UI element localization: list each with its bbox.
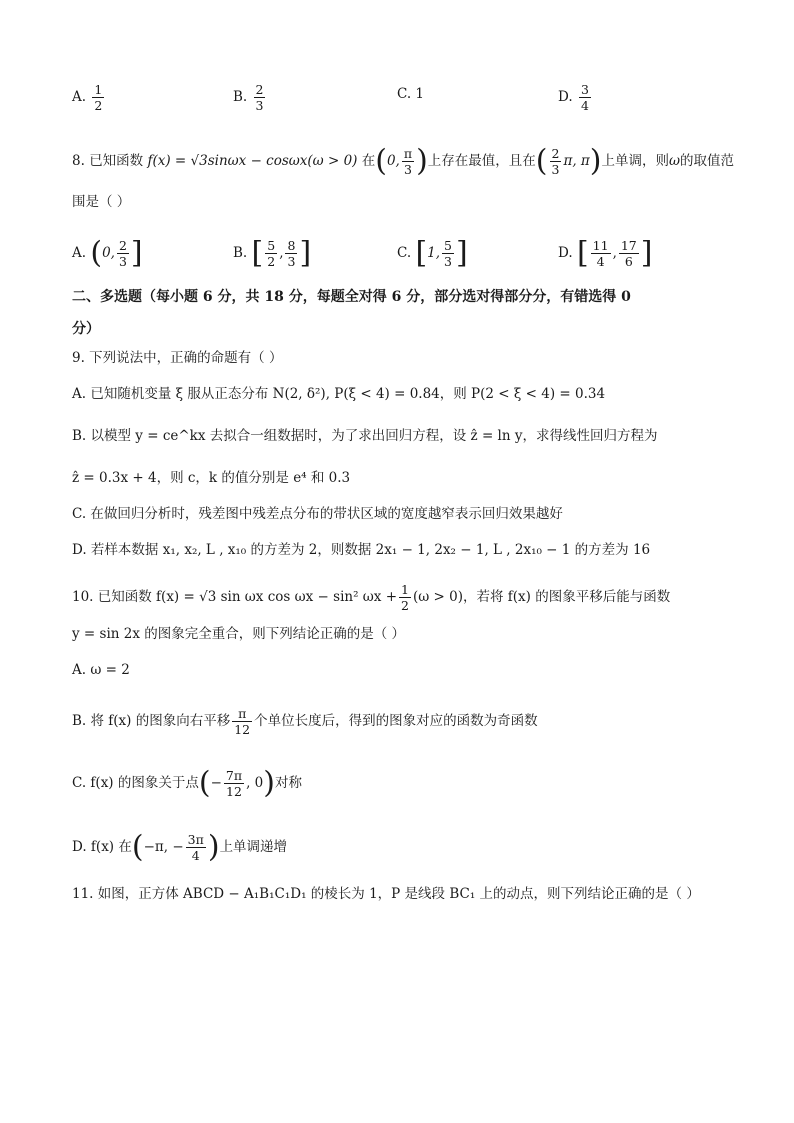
formula: 1, (427, 245, 441, 261)
fraction (92, 82, 104, 113)
paren-left: ( (131, 829, 144, 865)
denominator: 4 (580, 98, 589, 113)
section-heading: 二、多选题（每小题 6 分，共 18 分，每题全对得 6 分，部分选对得部分分，有错选得 0 (72, 289, 631, 305)
q7-option-a (72, 82, 106, 113)
omega-symbol: ω (669, 153, 681, 169)
text: 对称 (274, 775, 302, 791)
numerator: 7π (225, 768, 243, 783)
fraction (265, 238, 277, 269)
fraction (442, 238, 454, 269)
text: 已知函数 (89, 153, 144, 169)
fraction (285, 238, 297, 269)
paren-right: ) (207, 829, 220, 865)
fraction (232, 706, 252, 737)
text: C. f(x) 的图象关于点 (72, 775, 199, 791)
bracket-left: [ (415, 235, 428, 271)
q9-option-c: C. 在做回归分析时，残差图中残差点分布的带状区域的宽度越窄表示回归效果越好 (72, 506, 563, 522)
option-label: A. (72, 245, 87, 261)
denominator: 2 (94, 98, 103, 113)
numerator: 5 (444, 238, 452, 253)
numerator: π (403, 146, 413, 161)
question-number: 8. (72, 153, 85, 169)
text: D. f(x) 在 (72, 839, 132, 855)
fraction (117, 238, 129, 269)
paren-left: ( (198, 765, 211, 801)
fraction (591, 238, 611, 269)
text: 10. 已知函数 f(x) = √3 sin ωx cos ωx − sin² ωx + (72, 589, 398, 605)
q10-option-a: A. ω = 2 (72, 662, 130, 678)
fraction (550, 146, 562, 177)
q7-option-b (233, 82, 267, 113)
q8-option-a (72, 235, 143, 271)
text: 在 (361, 153, 376, 169)
denominator: 3 (551, 162, 560, 177)
q8-option-d: D. [ $\frac{11}{4}$ , $\frac{17}{6}$ ] (558, 235, 653, 271)
denominator: 4 (596, 254, 605, 269)
text: B. 将 f(x) 的图象向右平移 (72, 713, 231, 729)
denominator: 3 (403, 162, 412, 177)
q9-option-a: A. 已知随机变量 ξ 服从正态分布 N(2, δ²), P(ξ < 4) = 0.84，则 P(2 < ξ < 4) = 0.34 (72, 386, 606, 402)
text: (ω > 0)，若将 f(x) 的图象平移后能与函数 (412, 589, 671, 605)
bracket-right: ] (299, 235, 312, 271)
denominator: 12 (226, 784, 242, 799)
fraction (402, 146, 414, 177)
paren-right: ) (416, 143, 428, 179)
q9-option-d: D. 若样本数据 x₁, x₂, L , x₁₀ 的方差为 2，则数据 2x₁ − 1, 2x₂ − 1, L , 2x₁₀ − 1 的方差为 16 (72, 542, 651, 558)
paren-left: ( (375, 143, 387, 179)
section-heading-line2: 分） (72, 321, 100, 337)
formula: 0, (102, 245, 115, 261)
text: 上单调，则 (601, 153, 669, 169)
bracket-right: ] (130, 235, 143, 271)
q10-option-b (72, 706, 538, 737)
formula: π, π (563, 153, 590, 169)
denominator: 4 (191, 848, 200, 863)
denominator: 3 (255, 98, 264, 113)
numerator: π (232, 706, 252, 722)
q10-option-d (72, 829, 288, 865)
numerator: 8 (287, 238, 296, 253)
q9-option-b-line2: ẑ = 0.3x + 4，则 c，k 的值分别是 e⁴ 和 0.3 (72, 470, 351, 486)
paren-left: ( (90, 235, 103, 271)
fraction (399, 582, 411, 613)
fraction (254, 82, 266, 113)
denominator: 2 (267, 254, 276, 269)
option-label: B. (233, 245, 248, 261)
text: 个单位长度后，得到的图象对应的函数为奇函数 (254, 713, 538, 729)
q10-stem (72, 582, 670, 613)
formula: f(x) = √3sinωx − cosωx(ω > 0) (147, 153, 358, 169)
numerator: 11 (592, 238, 609, 253)
q8-stem (72, 143, 735, 179)
q8-option-c (397, 235, 468, 271)
text: 上存在最值，且在 (427, 153, 536, 169)
denominator: 3 (287, 254, 296, 269)
bracket-left: [ (251, 235, 264, 271)
bracket-left: [ (576, 235, 589, 271)
fraction (186, 832, 206, 863)
option-label: D. (558, 245, 573, 261)
numerator: 17 (620, 238, 637, 253)
formula: −π, − (143, 839, 184, 855)
option-label: A. (72, 89, 87, 105)
q9-option-b: B. 以模型 y = ce^kx 去拟合一组数据时，为了求出回归方程，设 ẑ = ln y，求得线性回归方程为 (72, 428, 658, 444)
option-text: C. 1 (397, 86, 425, 102)
minus-sign: − (210, 775, 222, 791)
formula: 0, (386, 153, 400, 169)
denominator: 2 (401, 598, 409, 613)
numerator: 1 (94, 82, 103, 97)
q7-option-d (558, 82, 593, 113)
denominator: 3 (444, 254, 452, 269)
denominator: 6 (624, 254, 633, 269)
numerator: 2 (255, 82, 264, 97)
q7-option-c (397, 84, 424, 104)
fraction (619, 238, 639, 269)
text: 上单调递增 (219, 839, 288, 855)
q10-option-c (72, 765, 302, 801)
option-label: B. (233, 89, 248, 105)
option-label: C. (397, 245, 412, 261)
q8-option-b: B. [ $\frac{5}{2}$ , $\frac{8}{3}$ ] (233, 235, 312, 271)
numerator: 1 (401, 582, 409, 597)
paren-left: ( (535, 143, 548, 179)
bracket-right: ] (640, 235, 653, 271)
option-label: D. (558, 89, 573, 105)
formula: , 0 (246, 775, 264, 791)
fraction (224, 768, 244, 799)
numerator: 2 (551, 146, 560, 161)
q9-stem: 9. 下列说法中，正确的命题有（ ） (72, 350, 283, 366)
q8-stem-line2: 围是（ ） (72, 194, 131, 210)
numerator: 2 (118, 238, 127, 253)
denominator: 3 (118, 254, 127, 269)
text: 的取值范 (680, 153, 735, 169)
q10-stem-line2: y = sin 2x 的图象完全重合，则下列结论正确的是（ ） (72, 626, 406, 642)
denominator: 12 (234, 722, 251, 737)
fraction (579, 82, 591, 113)
numerator: 5 (267, 238, 276, 253)
numerator: 3 (580, 82, 589, 97)
paren-right: ) (263, 765, 275, 801)
bracket-right: ] (456, 235, 468, 271)
numerator: 3π (187, 832, 204, 847)
q11-stem: 11. 如图，正方体 ABCD − A₁B₁C₁D₁ 的棱长为 1，P 是线段 BC₁ 上的动点，则下列结论正确的是（ ） (72, 886, 700, 902)
paren-right: ) (589, 143, 602, 179)
